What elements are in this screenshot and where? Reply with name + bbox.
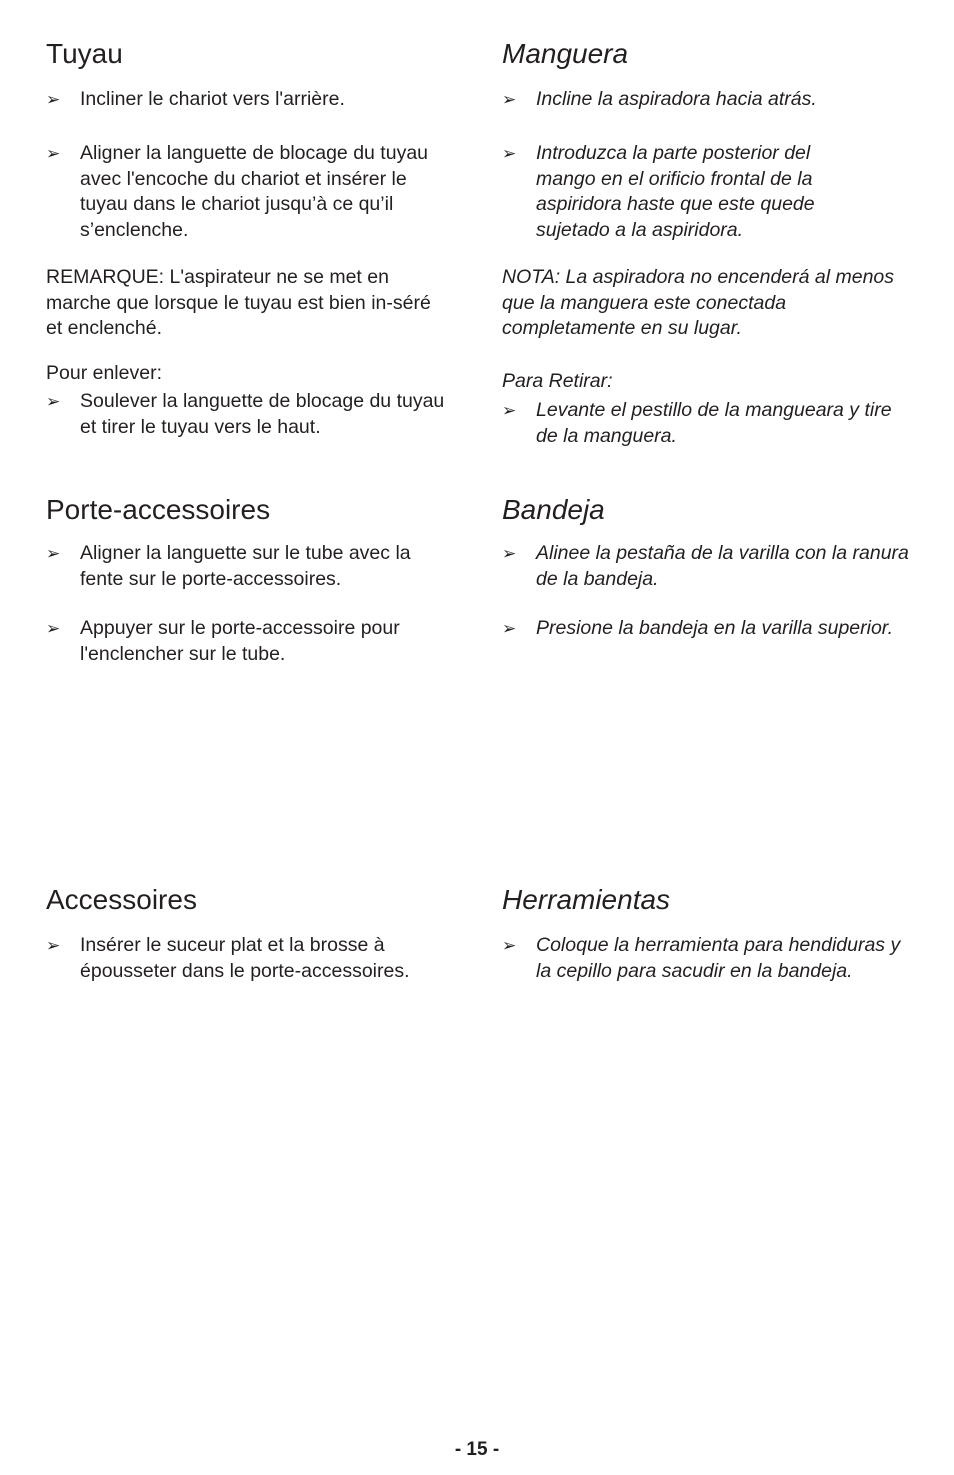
remove-label: Para Retirar:	[502, 370, 613, 392]
step-text: Coloque la herramienta para hendiduras y la cepillo para sacudir en la bandeja.	[536, 934, 901, 982]
arrowhead-bullet-icon: ➢	[46, 936, 61, 955]
arrowhead-bullet-icon: ➢	[46, 619, 61, 638]
arrowhead-bullet-icon: ➢	[502, 144, 517, 163]
step-text: Alinee la pestaña de la varilla con la ranura de la bandeja.	[536, 542, 909, 590]
list-item	[46, 141, 458, 243]
arrowhead-bullet-icon: ➢	[502, 619, 517, 638]
section-title-bandeja: Bandeja	[502, 494, 605, 525]
step-text: Insérer le suceur plat et la brosse à épousseter dans le porte-accessoires.	[80, 934, 410, 982]
step-text: Aligner la languette de blocage du tuyau avec l'encoche du chariot et insérer le tuyau dans le chariot jusqu’à ce qu’il s’enclenche.	[80, 142, 429, 241]
list-item	[46, 616, 458, 667]
list-item	[502, 933, 912, 984]
section-title-tuyau: Tuyau	[46, 38, 123, 69]
note-text: REMARQUE: L'aspirateur ne se met en marche que lorsque le tuyau est bien in-séré et enclenché.	[46, 266, 431, 339]
section-title-herramientas: Herramientas	[502, 884, 671, 915]
list-item	[502, 141, 852, 243]
step-text: Levante el pestillo de la mangueara y tire de la manguera.	[536, 399, 892, 447]
step-text: Aligner la languette sur le tube avec la fente sur le porte-accessoires.	[80, 542, 411, 590]
step-text: Appuyer sur le porte-accessoire pour l'enclencher sur le tube.	[80, 617, 400, 665]
step-text: Incliner le chariot vers l'arrière.	[80, 88, 345, 110]
list-item	[46, 87, 458, 113]
arrowhead-bullet-icon: ➢	[46, 90, 61, 109]
arrowhead-bullet-icon: ➢	[46, 544, 61, 563]
section-title-porte-accessoires: Porte-accessoires	[46, 494, 271, 525]
arrowhead-bullet-icon: ➢	[46, 144, 61, 163]
list-item	[502, 398, 912, 449]
list-item	[46, 933, 458, 984]
remove-label: Pour enlever:	[46, 362, 162, 384]
step-text: Soulever la languette de blocage du tuyau et tirer le tuyau vers le haut.	[80, 390, 445, 438]
arrowhead-bullet-icon: ➢	[502, 90, 517, 109]
arrowhead-bullet-icon: ➢	[502, 936, 517, 955]
page-number: - 15 -	[454, 1439, 500, 1460]
arrowhead-bullet-icon: ➢	[502, 401, 517, 420]
list-item	[502, 87, 912, 113]
step-text: Introduzca la parte posterior del mango en el orificio frontal de la aspiridora haste que este quede sujetado a la aspiridora.	[536, 142, 815, 241]
list-item	[502, 616, 912, 642]
step-text: Presione la bandeja en la varilla superior.	[536, 617, 893, 639]
list-item	[46, 389, 458, 440]
section-title-manguera: Manguera	[502, 38, 629, 69]
note-text: NOTA: La aspiradora no encenderá al menos que la manguera este conectada completamente en su lugar.	[502, 266, 895, 339]
list-item	[502, 541, 912, 592]
step-text: Incline la aspiradora hacia atrás.	[536, 88, 817, 110]
arrowhead-bullet-icon: ➢	[502, 544, 517, 563]
list-item	[46, 541, 458, 592]
section-title-accessoires: Accessoires	[46, 884, 197, 915]
arrowhead-bullet-icon: ➢	[46, 392, 61, 411]
